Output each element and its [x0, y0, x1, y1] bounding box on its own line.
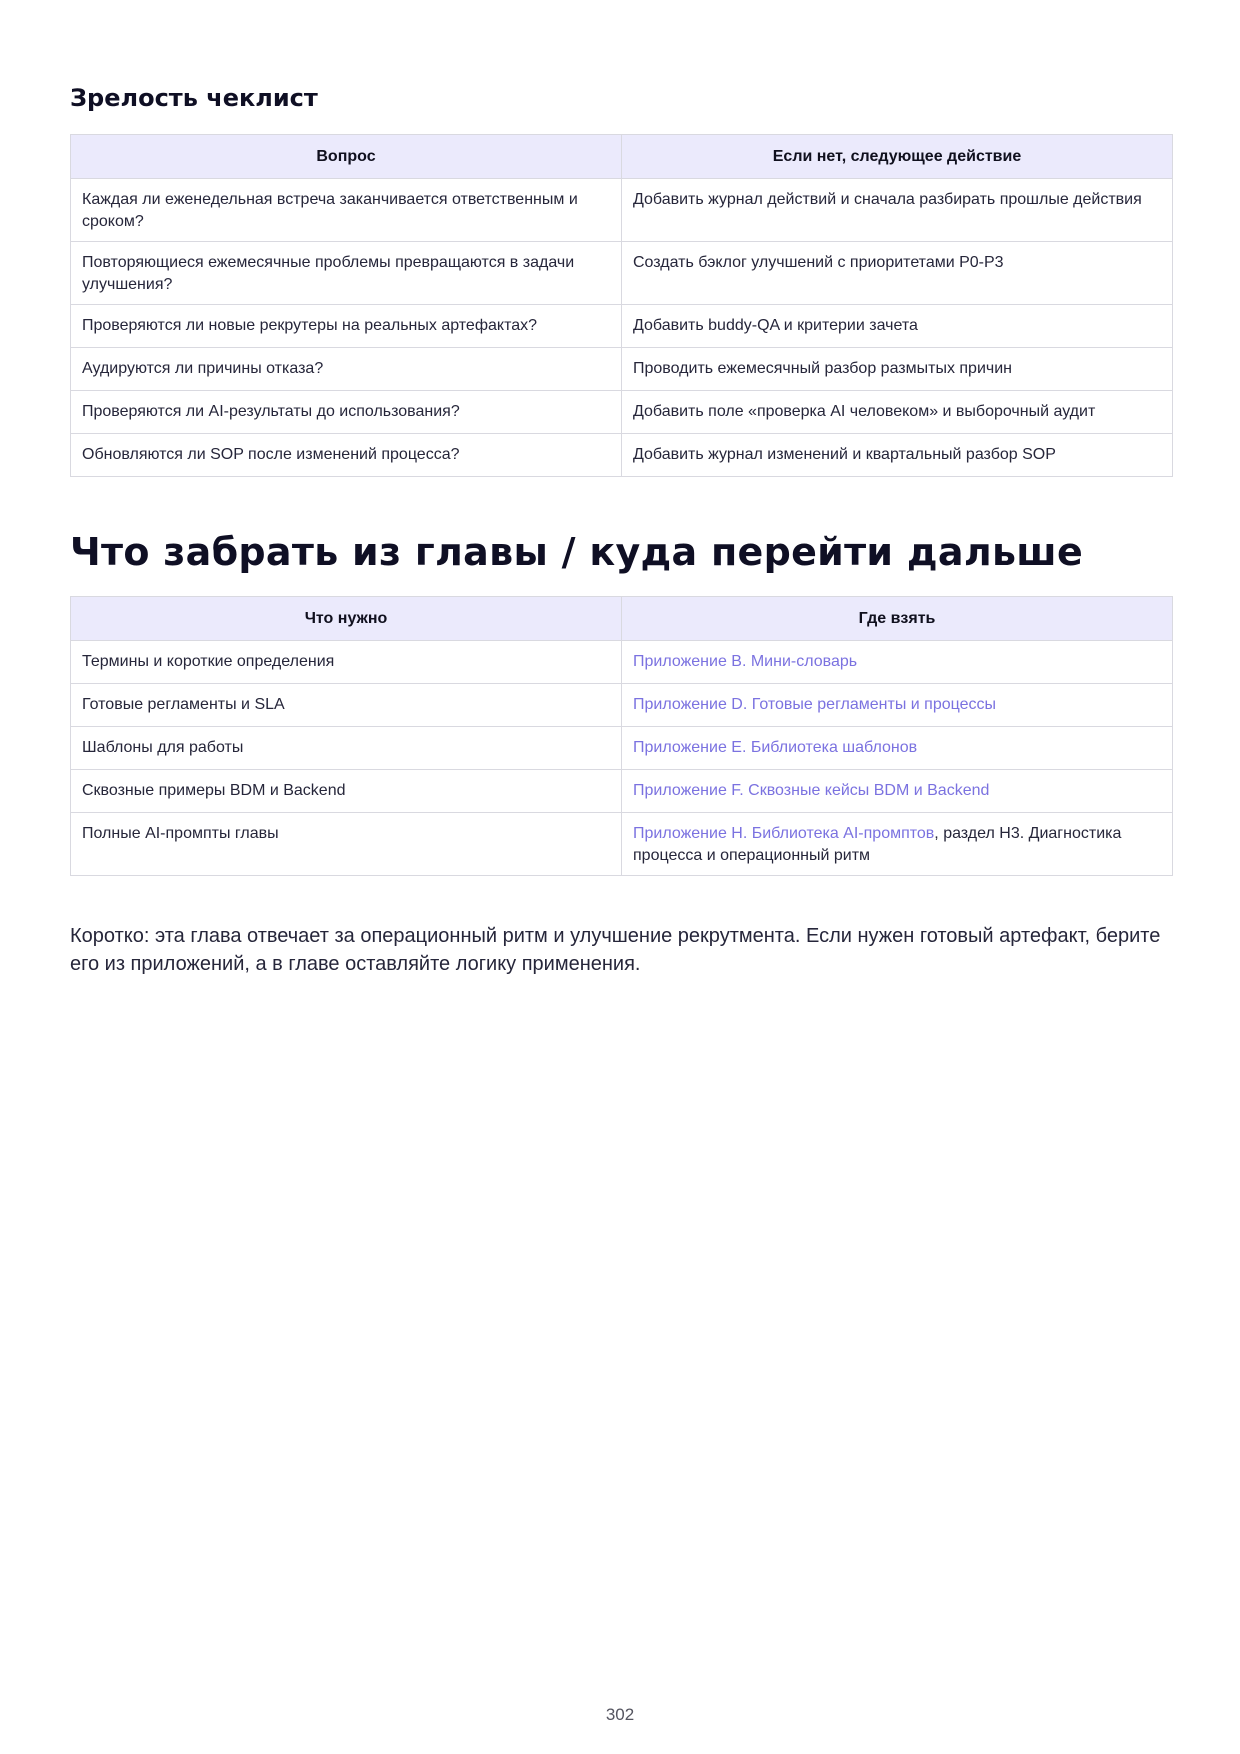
- question-cell: Аудируются ли причины отказа?: [71, 348, 622, 391]
- column-header-source: Где взять: [622, 597, 1173, 641]
- need-cell: Сквозные примеры BDM и Backend: [71, 770, 622, 813]
- question-cell: Проверяются ли новые рекрутеры на реальных артефактах?: [71, 305, 622, 348]
- table-row: [71, 391, 1173, 434]
- column-header-question: Вопрос: [71, 135, 622, 179]
- page-number: 302: [605, 1705, 635, 1724]
- appendix-link[interactable]: Приложение H. Библиотека AI-промптов: [633, 825, 935, 842]
- table-row: [71, 179, 1173, 242]
- action-cell: Проводить ежемесячный разбор размытых причин: [622, 348, 1173, 391]
- action-cell: Добавить buddy-QA и критерии зачета: [622, 305, 1173, 348]
- question-cell: Обновляются ли SOP после изменений процесса?: [71, 434, 622, 477]
- section-title: Что забрать из главы / куда перейти дальше: [70, 530, 1084, 574]
- checklist-table: [70, 134, 1173, 477]
- question-cell: Повторяющиеся ежемесячные проблемы превращаются в задачи улучшения?: [71, 242, 622, 305]
- table-row: [71, 770, 1173, 813]
- source-cell: [622, 770, 1173, 813]
- action-cell: Добавить поле «проверка AI человеком» и выборочный аудит: [622, 391, 1173, 434]
- appendix-link[interactable]: Приложение D. Готовые регламенты и процессы: [633, 696, 997, 713]
- column-header-need: Что нужно: [71, 597, 622, 641]
- table-row: [71, 305, 1173, 348]
- action-cell: Добавить журнал действий и сначала разбирать прошлые действия: [622, 179, 1173, 242]
- table-row: [71, 813, 1173, 876]
- table-header-row: [71, 135, 1173, 179]
- question-cell: Проверяются ли AI-результаты до использования?: [71, 391, 622, 434]
- source-cell: [622, 684, 1173, 727]
- question-cell: Каждая ли еженедельная встреча заканчивается ответственным и сроком?: [71, 179, 622, 242]
- source-note: , раздел H3. Диагностика процесса и операционный ритм: [633, 825, 1122, 864]
- table-header-row: [71, 597, 1173, 641]
- appendix-link[interactable]: Приложение F. Сквозные кейсы BDM и Backend: [633, 782, 990, 799]
- appendix-link[interactable]: Приложение B. Мини-словарь: [633, 653, 858, 670]
- source-cell: [622, 641, 1173, 684]
- table-row: [71, 727, 1173, 770]
- appendix-link[interactable]: Приложение E. Библиотека шаблонов: [633, 739, 918, 756]
- summary-paragraph: Коротко: эта глава отвечает за операционный ритм и улучшение рекрутмента. Если нужен готовый артефакт, берите его из приложений, а в главе оставляйте логику применения.: [70, 925, 1161, 975]
- need-cell: Термины и короткие определения: [71, 641, 622, 684]
- table-row: [71, 641, 1173, 684]
- action-cell: Создать бэклог улучшений с приоритетами P0-P3: [622, 242, 1173, 305]
- table-row: [71, 242, 1173, 305]
- need-cell: Готовые регламенты и SLA: [71, 684, 622, 727]
- checklist-title: Зрелость чеклист: [70, 84, 318, 112]
- table-row: [71, 348, 1173, 391]
- need-cell: Шаблоны для работы: [71, 727, 622, 770]
- next-steps-table: [70, 596, 1173, 876]
- need-cell: Полные AI-промпты главы: [71, 813, 622, 876]
- table-row: [71, 434, 1173, 477]
- source-cell: [622, 813, 1173, 876]
- column-header-next-action: Если нет, следующее действие: [622, 135, 1173, 179]
- action-cell: Добавить журнал изменений и квартальный разбор SOP: [622, 434, 1173, 477]
- source-cell: [622, 727, 1173, 770]
- table-row: [71, 684, 1173, 727]
